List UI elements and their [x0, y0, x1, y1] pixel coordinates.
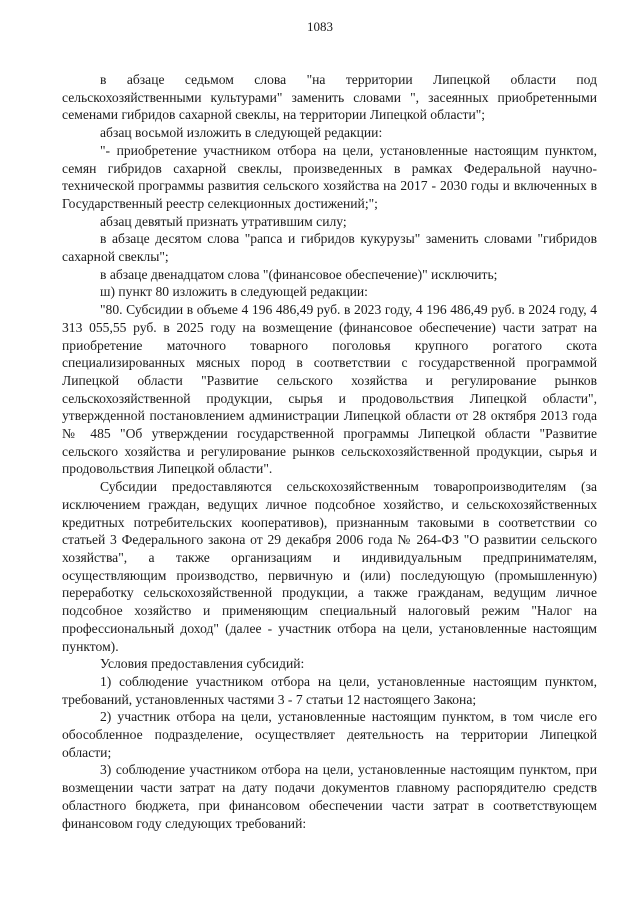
paragraph: 2) участник отбора на цели, установленные настоящим пунктом, в том числе его обособленное подразделение, осуществляет деятельность на территории Липецкой области; [62, 709, 597, 760]
document-body [62, 71, 597, 832]
page-number: 1083 [307, 19, 333, 34]
paragraph: в абзаце десятом слова "рапса и гибридов кукурузы" заменить словами "гибридов сахарной свеклы"; [62, 231, 597, 265]
paragraph: Условия предоставления субсидий: [100, 656, 305, 672]
paragraph: в абзаце седьмом слова "на территории Липецкой области под сельскохозяйственными культурами" заменить словами ", засеянных приобретенными семенами гибридов сахарной свеклы, на территории Липецкой области"; [62, 72, 597, 123]
paragraph: Субсидии предоставляются сельскохозяйственным товаропроизводителям (за исключением граждан, ведущих личное подсобное хозяйство, и сельскохозяйственных кредитных потребительских кооперативов), признанным таковыми в соответствии со статьей 3 Федерального закона от 29 декабря 2006 года № 264-ФЗ "О развитии сельского хозяйства", а также организациям и индивидуальным предпринимателям, осуществляющим производство, первичную и (или) последующую (промышленную) переработку сельскохозяйственной продукции, а также гражданам, ведущим личное подсобное хозяйство и применяющим специальный налоговый режим "Налог на профессиональный доход" (далее - участник отбора на цели, установленные настоящим пунктом). [62, 479, 597, 654]
paragraph: в абзаце двенадцатом слова "(финансовое обеспечение)" исключить; [100, 266, 498, 282]
paragraph: ш) пункт 80 изложить в следующей редакции: [100, 284, 368, 300]
paragraph: 3) соблюдение участником отбора на цели, установленные настоящим пунктом, при возмещении части затрат на дату подачи документов главному распорядителю средств областного бюджета, при финансовом обеспечении части затрат в соответствующем финансовом году следующих требований: [62, 762, 597, 831]
paragraph: "- приобретение участником отбора на цели, установленные настоящим пунктом, семян гибридов сахарной свеклы, произведенных в рамках Федеральной научно-технической программы развития сельского хозяйства на 2017 - 2030 годы и включенных в Государственный реестр селекционных достижений;"; [62, 142, 597, 211]
paragraph: абзац девятый признать утратившим силу; [100, 213, 347, 229]
paragraph: "80. Субсидии в объеме 4 196 486,49 руб. в 2023 году, 4 196 486,49 руб. в 2024 году, 4 313 055,55 руб. в 2025 году на возмещение (финансовое обеспечение) части затрат на приобретение маточного товарного поголовья крупного рогатого скота специализированных мясных пород в соответствии с государственной программой Липецкой области "Развитие сельского хозяйства и регулирование рынков сельскохозяйственной продукции, сырья и продовольствия Липецкой области", утвержденной постановлением администрации Липецкой области от 28 октября 2013 года № 485 "Об утверждении государственной программы Липецкой области "Развитие сельского хозяйства и регулирование рынков сельскохозяйственной продукции, сырья и продовольствия Липецкой области". [62, 302, 597, 477]
paragraph: абзац восьмой изложить в следующей редакции: [100, 125, 383, 141]
paragraph: 1) соблюдение участником отбора на цели, установленные настоящим пунктом, требований, установленных частями 3 - 7 статьи 12 настоящего Закона; [62, 673, 597, 707]
